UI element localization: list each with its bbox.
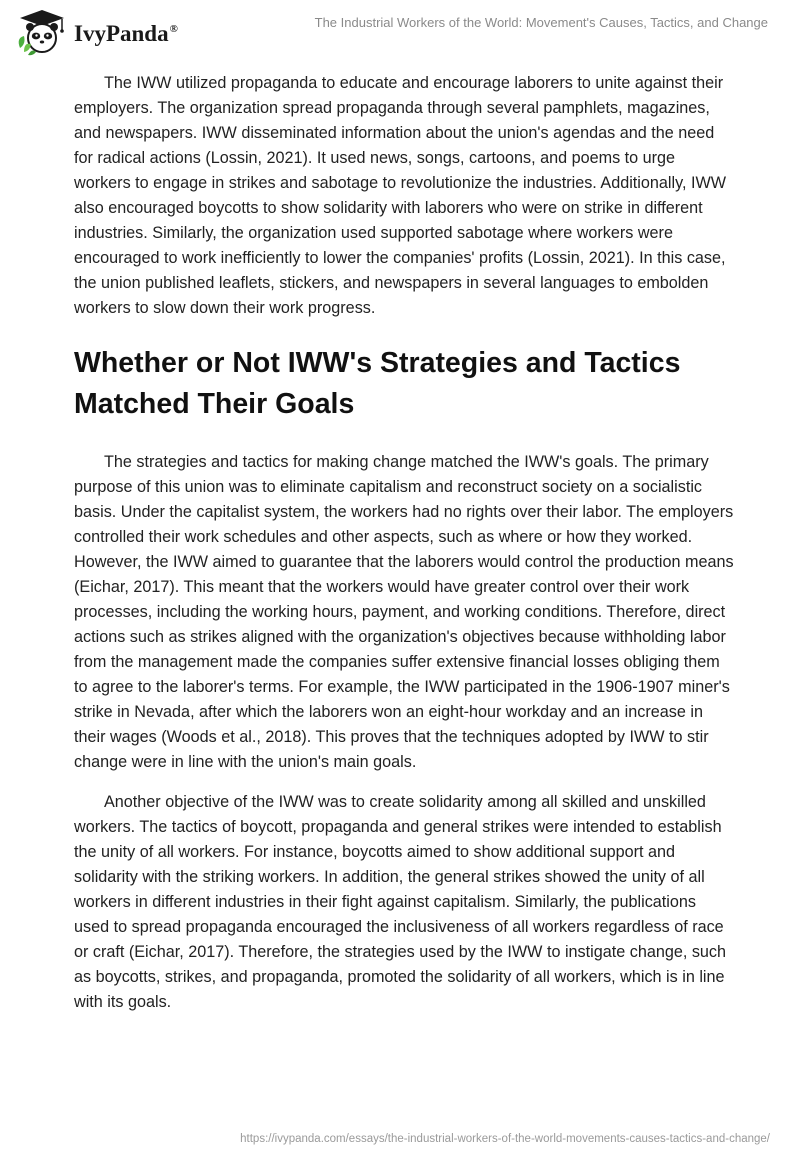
source-url[interactable]: https://ivypanda.com/essays/the-industrial-workers-of-the-world-movements-causes-tactics-and-change/ bbox=[240, 1133, 770, 1145]
document-title: The Industrial Workers of the World: Movement's Causes, Tactics, and Change bbox=[314, 15, 768, 30]
panda-logo-icon bbox=[14, 8, 70, 56]
paragraph-strategies: The strategies and tactics for making change matched the IWW's goals. The primary purpose of this union was to eliminate capitalism and reconstruct society on a socialistic basis. Under the capitalist system, the workers had no rights over their labor. The employers controlled their work schedules and other aspects, such as where or how they worked. However, the IWW aimed to guarantee that the laborers would control the production means (Eichar, 2017). This meant that the workers would have greater control over their work processes, including the working hours, payment, and working conditions. Therefore, direct actions such as strikes aligned with the organization's objectives because withholding labor from the management made the companies suffer extensive financial losses obliging them to agree to the laborer's terms. For example, the IWW participated in the 1906-1907 miner's strike in Nevada, after which the laborers won an eight-hour workday and an increase in their wages (Woods et al., 2018). This proves that the techniques adopted by IWW to stir change were in line with the union's main goals. bbox=[74, 453, 734, 771]
logo[interactable] bbox=[14, 8, 178, 56]
article-body bbox=[74, 71, 734, 1030]
page-header bbox=[0, 0, 800, 62]
section-heading: Whether or Not IWW's Strategies and Tactics Matched Their Goals bbox=[74, 347, 681, 420]
brand-name: IvyPanda® bbox=[74, 21, 178, 46]
paragraph-propaganda: The IWW utilized propaganda to educate and encourage laborers to unite against their employers. The organization spread propaganda through several pamphlets, magazines, and newspapers. IWW disseminated information about the union's agendas and the need for radical actions (Lossin, 2021). It used news, songs, cartoons, and poems to urge workers to engage in strikes and sabotage to revolutionize the industries. Additionally, IWW also encouraged boycotts to show solidarity with laborers who were on strike in different industries. Similarly, the organization used supported sabotage where workers were encouraged to work inefficiently to lower the companies' profits (Lossin, 2021). In this case, the union published leaflets, stickers, and newspapers in several languages to embolden workers to slow down their work progress. bbox=[74, 74, 727, 317]
paragraph-solidarity: Another objective of the IWW was to create solidarity among all skilled and unskilled workers. The tactics of boycott, propaganda and general strikes were intended to establish the unity of all workers. For instance, boycotts aimed to show additional support and solidarity with the striking workers. In addition, the general strikes showed the unity of all workers in different industries in their fight against capitalism. Similarly, the publications used to spread propaganda encouraged the inclusiveness of all workers regardless of race or craft (Eichar, 2017). Therefore, the strategies used by the IWW to instigate change, such as boycotts, strikes, and propaganda, promoted the solidarity of all workers, which is in line with its goals. bbox=[74, 793, 727, 1011]
